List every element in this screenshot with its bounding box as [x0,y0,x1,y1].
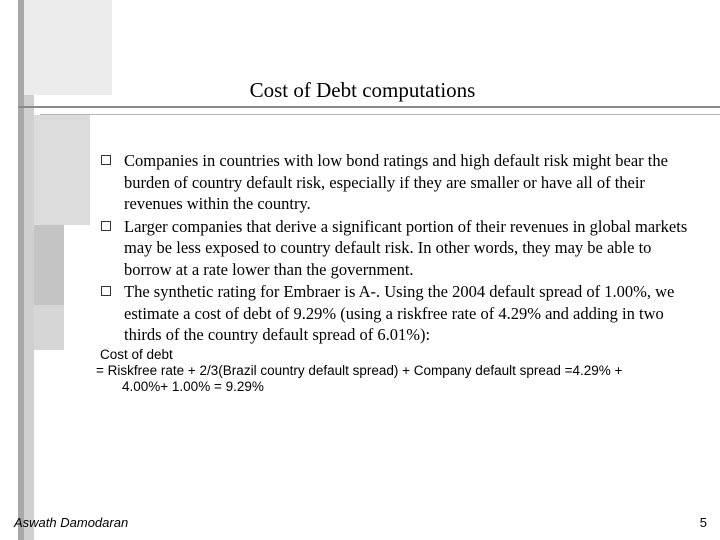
square-bullet-icon [101,221,111,231]
decor-bar-2 [24,0,112,95]
decor-bar-6 [34,305,64,350]
slide-title: Cost of Debt computations [249,78,476,102]
square-bullet-icon [101,155,111,165]
cost-of-debt-formula [96,347,696,395]
square-bullet-icon [101,286,111,296]
decor-bar-4 [34,115,90,225]
decor-bar-5 [34,225,64,305]
bullet-text: Larger companies that derive a significant portion of their revenues in global markets may be less exposed to country default risk. In other words, they may be able to borrow at a rate lower than the government. [124,216,688,279]
bullet-item [97,216,702,281]
bullet-text: Companies in countries with low bond ratings and high default risk might bear the burden of country default risk, especially if they are smaller or have all of their revenues within the country. [124,151,668,213]
formula-line-1: Cost of debt [100,347,173,362]
title-rule-secondary [40,114,720,115]
page-number: 5 [699,515,707,530]
title-rule [18,106,720,108]
footer-author: Aswath Damodaran [14,515,129,530]
bullet-list [97,150,702,347]
formula-line-2: = Riskfree rate + 2/3(Brazil country default spread) + Company default spread =4.29% + [96,363,623,378]
decor-bar-3 [24,95,34,540]
bullet-item [97,281,702,346]
bullet-text: The synthetic rating for Embraer is A-. Using the 2004 default spread of 1.00%, we estimate a cost of debt of 9.29% (using a riskfree rate of 4.29% and adding in two thirds of the country default spread of 6.01%): [124,282,675,344]
bullet-item [97,150,702,215]
formula-line-3: 4.00%+ 1.00% = 9.29% [122,379,264,394]
